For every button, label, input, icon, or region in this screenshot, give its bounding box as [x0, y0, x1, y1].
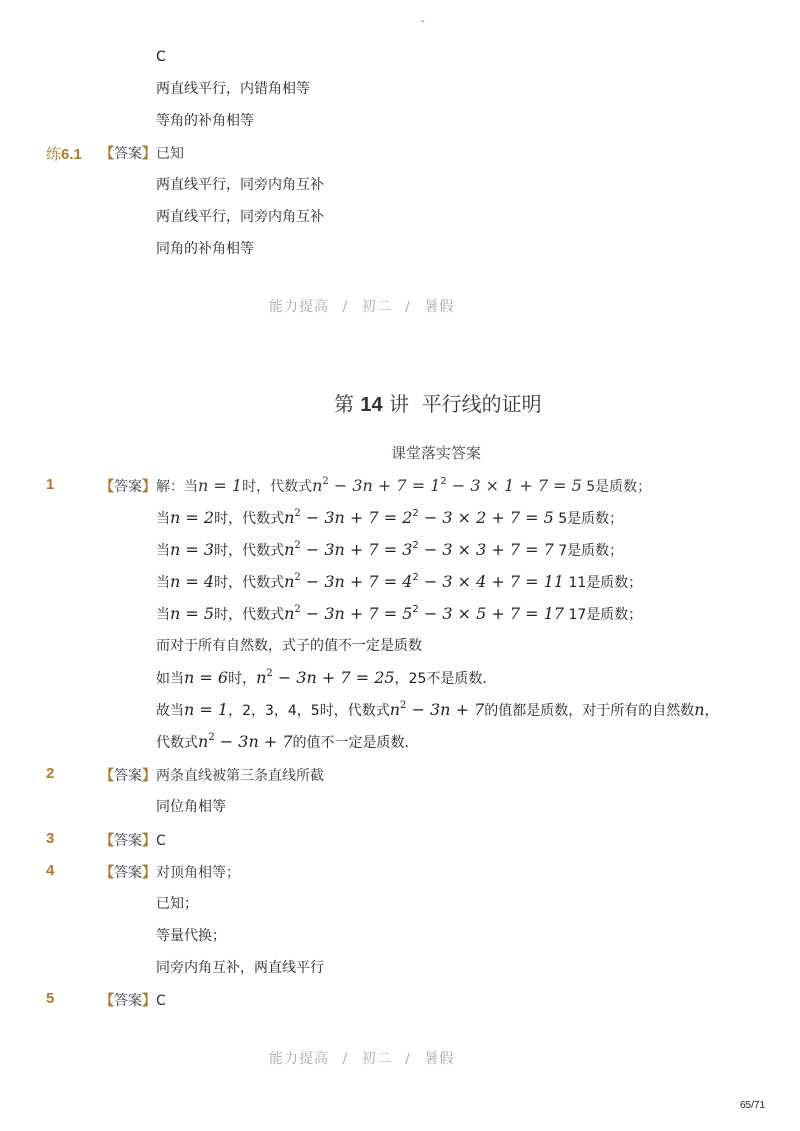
- footer-bottom: 能力提高 / 初二 / 暑假: [269, 1051, 455, 1067]
- q1-counterexample: 如当n = 6时，$n^2 - 3n + 7 = 25$，25不是质数．: [156, 668, 497, 687]
- q4-line-3: 等量代换；: [156, 928, 226, 944]
- top-answer-line-3: 等角的补角相等: [156, 113, 254, 129]
- q1-case-2: 当n = 2时，代数式$n^2 - 3n + 7 = 2^2 - 3 \times 2 + 7 = 5$ 5是质数；: [156, 508, 624, 527]
- q4-line-2: 已知；: [156, 896, 198, 912]
- answer-tag-3: 【答案】C: [100, 833, 166, 849]
- answer-tag-1: 【答案】解：当n = 1时，代数式$n^2 - 3n + 7 = 1^2 - 3 \times 1 + 7 = 5$ 5是质数；: [100, 476, 652, 495]
- section-subtitle: 课堂落实答案: [391, 444, 482, 462]
- q2-line-2: 同位角相等: [156, 799, 226, 815]
- q1-case-3: 当n = 3时，代数式$n^2 - 3n + 7 = 3^2 - 3 \times 3 + 7 = 7$ 7是质数；: [156, 540, 624, 559]
- q1-case-5: 当n = 5时，代数式$n^2 - 3n + 7 = 5^2 - 3 \times 5 + 7 = 17$ 17是质数；: [156, 604, 643, 623]
- question-number-4: 4: [46, 862, 55, 879]
- exercise-line-3: 同角的补角相等: [156, 241, 254, 257]
- question-number-3: 3: [46, 830, 55, 847]
- page-number: 65/71: [740, 1100, 766, 1111]
- lecture-title: 第 14 讲 平行线的证明: [334, 392, 542, 416]
- top-answer-line-2: 两直线平行，内错角相等: [156, 81, 310, 97]
- exercise-label: 练6.1: [46, 145, 82, 163]
- exercise-line-1: 两直线平行，同旁内角互补: [156, 177, 324, 193]
- answer-tag-5: 【答案】C: [100, 993, 166, 1009]
- exercise-first-answer: 已知: [156, 146, 184, 162]
- question-number-5: 5: [46, 990, 55, 1007]
- q1-conclusion-line: 而对于所有自然数，式子的值不一定是质数: [156, 638, 422, 654]
- question-number-2: 2: [46, 765, 55, 782]
- footer-top: 能力提高 / 初二 / 暑假: [269, 299, 455, 315]
- exercise-answer-tag: 【答案】已知: [100, 146, 184, 162]
- answer-tag-2: 【答案】两条直线被第三条直线所截: [100, 768, 324, 784]
- top-answer-line-1: C: [156, 49, 166, 65]
- math-n: n: [198, 476, 209, 495]
- answer-tag-4: 【答案】对顶角相等；: [100, 865, 240, 881]
- q4-line-4: 同旁内角互补，两直线平行: [156, 960, 324, 976]
- header-mark: -: [421, 16, 425, 27]
- q1-case-4: 当n = 4时，代数式$n^2 - 3n + 7 = 4^2 - 3 \times 4 + 7 = 11$ 11是质数；: [156, 572, 643, 591]
- q1-summary: 故当n = 1，2，3，4，5时，代数式$n^2 - 3n + 7$的值都是质数，对于所有的自然数n，: [156, 700, 719, 719]
- exercise-line-2: 两直线平行，同旁内角互补: [156, 209, 324, 225]
- question-number-1: 1: [46, 476, 55, 493]
- q1-final: 代数式$n^2 - 3n + 7$的值不一定是质数．: [156, 732, 419, 751]
